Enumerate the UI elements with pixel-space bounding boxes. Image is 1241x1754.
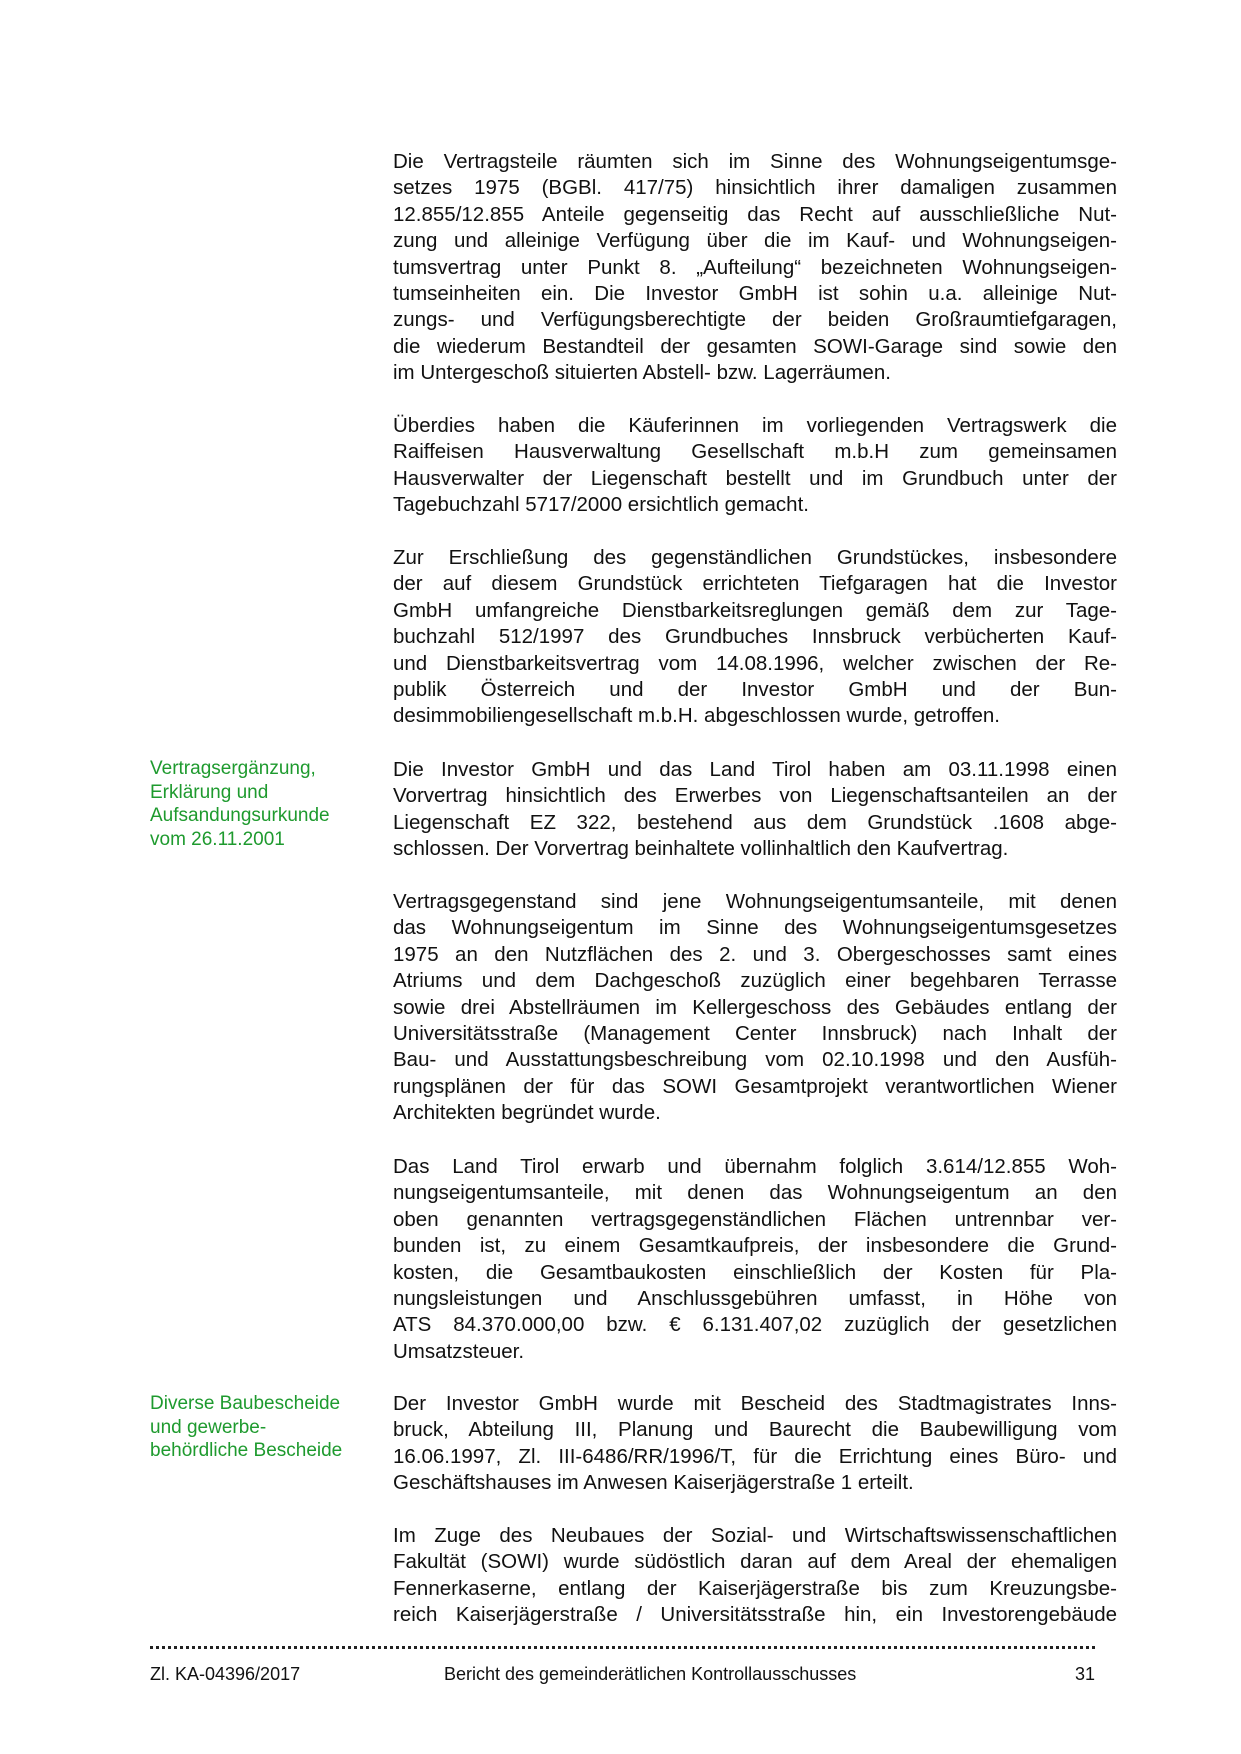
- text-line: Vertragsgegenstand sind jene Wohnungseigentumsanteile, mit denen: [393, 890, 1117, 913]
- text-line: Im Zuge des Neubaues der Sozial- und Wirtschaftswissenschaftlichen: [393, 1524, 1117, 1547]
- text-line: Umsatzsteuer.: [393, 1339, 525, 1363]
- text-line: die wiederum Bestandteil der gesamten SOWI-Garage sind sowie den: [393, 334, 1117, 358]
- margin-note-line: und gewerbe-: [150, 1416, 267, 1438]
- text-line: der auf diesem Grundstück errichteten Tiefgaragen hat die Investor: [393, 572, 1117, 596]
- body-paragraph: [393, 149, 1117, 387]
- text-line: Zur Erschließung des gegenständlichen Grundstückes, insbesondere: [393, 546, 1117, 569]
- text-line: Der Investor GmbH wurde mit Bescheid des Stadtmagistrates Inns-: [393, 1392, 1117, 1415]
- text-line: bruck, Abteilung III, Planung und Baurecht die Baubewilligung vom: [393, 1418, 1117, 1442]
- text-line: 12.855/12.855 Anteile gegenseitig das Recht auf ausschließliche Nut-: [393, 202, 1117, 226]
- text-line: Bau- und Ausstattungsbeschreibung vom 02.10.1998 und den Ausfüh-: [393, 1048, 1117, 1072]
- text-line: Fennerkaserne, entlang der Kaiserjägerstraße bis zum Kreuzungsbe-: [393, 1576, 1117, 1600]
- text-line: rungsplänen der für das SOWI Gesamtprojekt verantwortlichen Wiener: [393, 1074, 1117, 1098]
- text-line: nungseigentumsanteile, mit denen das Wohnungseigentum an den: [393, 1181, 1117, 1205]
- text-line: Vorvertrag hinsichtlich des Erwerbes von Liegenschaftsanteilen an der: [393, 784, 1117, 808]
- text-line: Universitätsstraße (Management Center Innsbruck) nach Inhalt der: [393, 1021, 1117, 1045]
- text-line: nungsleistungen und Anschlussgebühren umfasst, in Höhe von: [393, 1286, 1117, 1310]
- text-line: kosten, die Gesamtbaukosten einschließlich der Kosten für Pla-: [393, 1260, 1117, 1284]
- footer-title: Bericht des gemeinderätlichen Kontrollausschusses: [444, 1664, 857, 1684]
- margin-note-line: Diverse Baubescheide: [150, 1393, 341, 1414]
- page-number: 31: [1074, 1664, 1095, 1684]
- body-paragraph: [393, 545, 1117, 730]
- text-line: zung und alleinige Verfügung über die im Kauf- und Wohnungseigen-: [393, 229, 1117, 253]
- text-line: desimmobiliengesellschaft m.b.H. abgeschlossen wurde, getroffen.: [393, 704, 1000, 728]
- text-line: im Untergeschoß situierten Abstell- bzw. Lagerräumen.: [393, 361, 891, 385]
- text-line: Das Land Tirol erwarb und übernahm folglich 3.614/12.855 Woh-: [393, 1155, 1117, 1178]
- margin-note-line: Erklärung und: [150, 781, 269, 803]
- text-line: publik Österreich und der Investor GmbH und der Bun-: [393, 677, 1117, 701]
- text-line: das Wohnungseigentum im Sinne des Wohnungseigentumsgesetzes: [393, 916, 1117, 940]
- margin-note: [150, 757, 380, 851]
- text-line: bunden ist, zu einem Gesamtkaufpreis, der insbesondere die Grund-: [393, 1234, 1117, 1258]
- text-line: und Dienstbarkeitsvertrag vom 14.08.1996, welcher zwischen der Re-: [393, 651, 1117, 675]
- text-line: Raiffeisen Hausverwaltung Gesellschaft m.b.H zum gemeinsamen: [393, 440, 1117, 464]
- text-line: sowie drei Abstellräumen im Kellergeschoss des Gebäudes entlang der: [393, 995, 1117, 1019]
- margin-note: [150, 1392, 380, 1463]
- margin-note-line: vom 26.11.2001: [150, 828, 285, 850]
- margin-note-line: Vertragsergänzung,: [150, 758, 316, 779]
- body-paragraph: [393, 889, 1117, 1127]
- text-line: 16.06.1997, Zl. III-6486/RR/1996/T, für die Errichtung eines Büro- und: [393, 1444, 1117, 1468]
- body-paragraph: [393, 1523, 1117, 1629]
- text-line: reich Kaiserjägerstraße / Universitätsstraße hin, ein Investorengebäude: [393, 1603, 1117, 1627]
- text-line: Die Vertragsteile räumten sich im Sinne des Wohnungseigentumsge-: [393, 150, 1117, 173]
- footer-reference: Zl. KA-04396/2017: [150, 1664, 301, 1684]
- margin-note-line: behördliche Bescheide: [150, 1440, 343, 1461]
- text-line: zungs- und Verfügungsberechtigte der beiden Großraumtiefgaragen,: [393, 308, 1117, 332]
- footer-divider: [150, 1646, 1095, 1649]
- text-line: Fakultät (SOWI) wurde südöstlich daran auf dem Areal der ehemaligen: [393, 1550, 1117, 1574]
- text-line: oben genannten vertragsgegenständlichen Flächen untrennbar ver-: [393, 1207, 1117, 1231]
- text-line: GmbH umfangreiche Dienstbarkeitsreglungen gemäß dem zur Tage-: [393, 598, 1117, 622]
- body-paragraph: [393, 413, 1117, 519]
- text-line: Überdies haben die Käuferinnen im vorliegenden Vertragswerk die: [393, 414, 1117, 437]
- text-line: ATS 84.370.000,00 bzw. € 6.131.407,02 zuzüglich der gesetzlichen: [393, 1313, 1117, 1337]
- text-line: Atriums und dem Dachgeschoß zuzüglich einer begehbaren Terrasse: [393, 969, 1117, 993]
- body-paragraph: [393, 757, 1117, 863]
- text-line: Geschäftshauses im Anwesen Kaiserjägerstraße 1 erteilt.: [393, 1471, 914, 1495]
- text-line: tumseinheiten ein. Die Investor GmbH ist sohin u.a. alleinige Nut-: [393, 281, 1117, 305]
- text-line: Die Investor GmbH und das Land Tirol haben am 03.11.1998 einen: [393, 758, 1117, 781]
- text-line: Liegenschaft EZ 322, bestehend aus dem Grundstück .1608 abge-: [393, 810, 1117, 834]
- body-paragraph: [393, 1154, 1117, 1365]
- body-paragraph: [393, 1391, 1117, 1497]
- margin-note-line: Aufsandungsurkunde: [150, 805, 330, 826]
- text-line: tumsvertrag unter Punkt 8. „Aufteilung“ bezeichneten Wohnungseigen-: [393, 255, 1117, 279]
- text-line: Architekten begründet wurde.: [393, 1101, 661, 1125]
- text-line: Tagebuchzahl 5717/2000 ersichtlich gemacht.: [393, 493, 809, 517]
- text-line: buchzahl 512/1997 des Grundbuches Innsbruck verbücherten Kauf-: [393, 625, 1117, 649]
- text-line: Hausverwalter der Liegenschaft bestellt und im Grundbuch unter der: [393, 466, 1117, 490]
- text-line: 1975 an den Nutzflächen des 2. und 3. Obergeschosses samt eines: [393, 942, 1117, 966]
- text-line: setzes 1975 (BGBl. 417/75) hinsichtlich ihrer damaligen zusammen: [393, 176, 1117, 200]
- text-line: schlossen. Der Vorvertrag beinhaltete vollinhaltlich den Kaufvertrag.: [393, 837, 1009, 861]
